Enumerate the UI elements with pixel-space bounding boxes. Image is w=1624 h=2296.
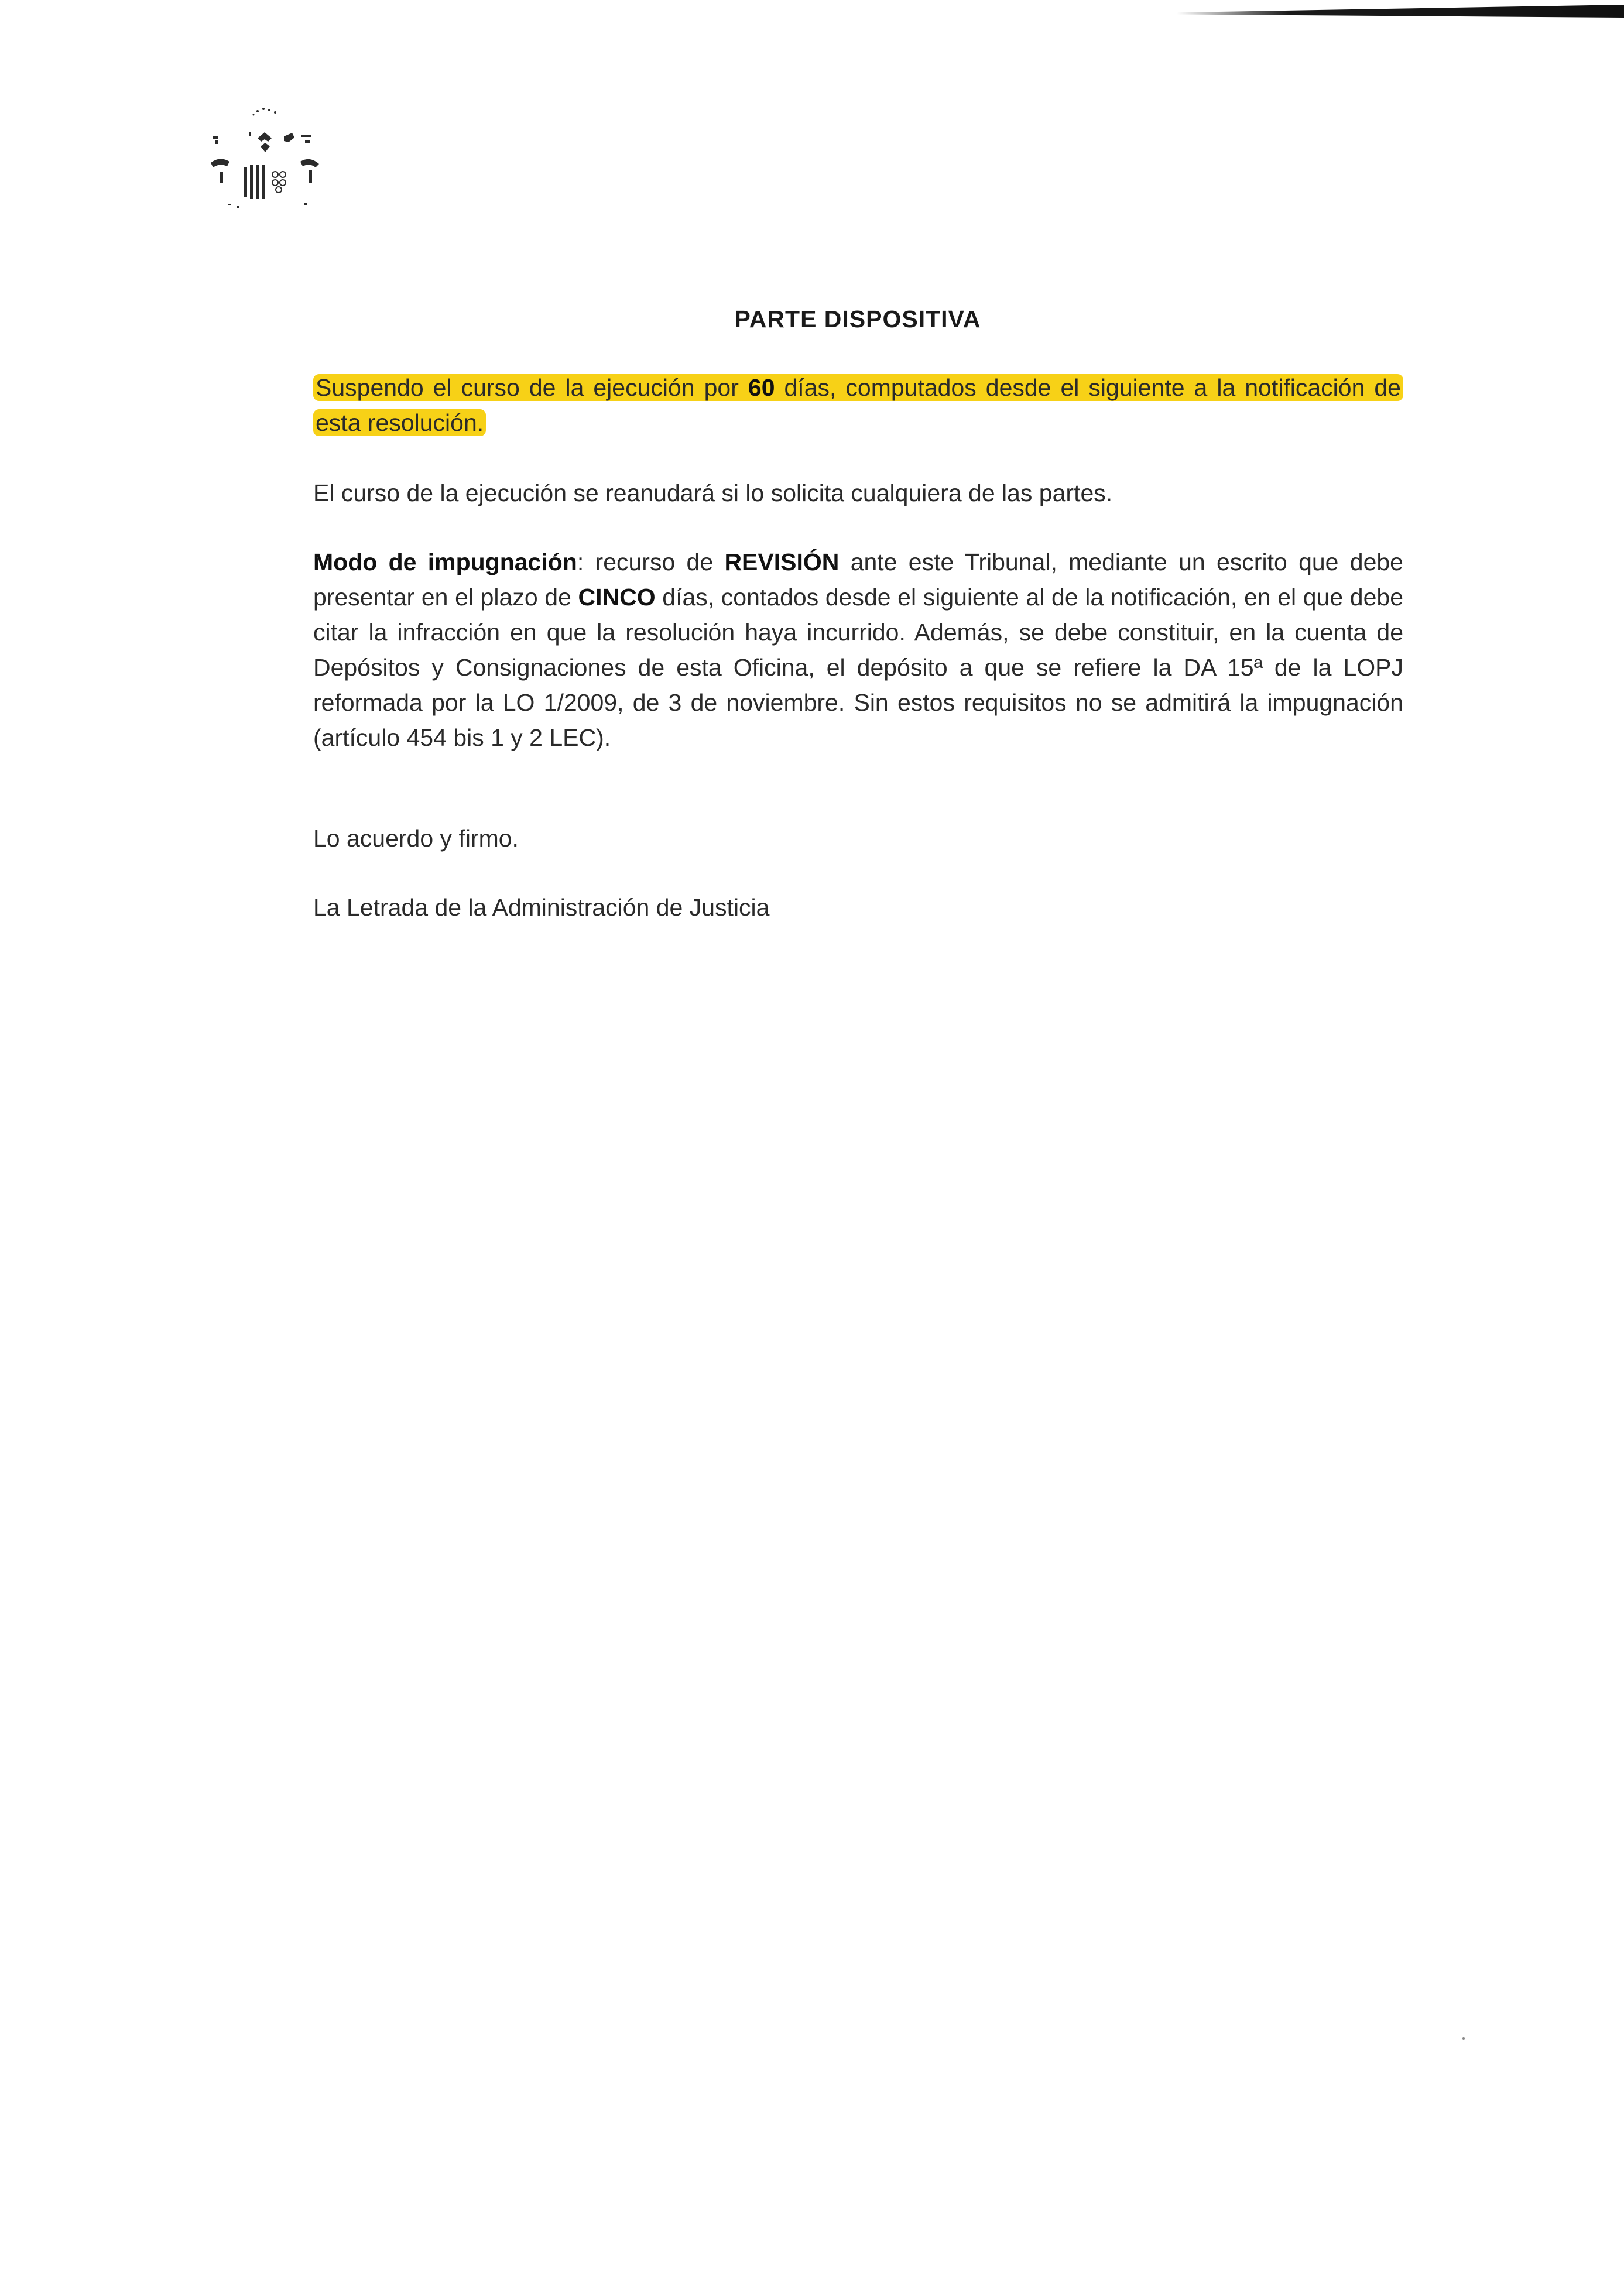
scan-edge-mark: [1177, 5, 1624, 18]
days-count: 60: [748, 374, 775, 401]
page-title: PARTE DISPOSITIVA: [734, 306, 981, 333]
coat-of-arms-icon: [202, 104, 328, 215]
paragraph-resume: El curso de la ejecución se reanudará si lo solicita cualquiera de las partes.: [313, 479, 1113, 506]
text-segment: Suspendo el curso de la ejecución por: [316, 374, 748, 401]
paragraph-suspension: [313, 370, 1403, 440]
text-segment: : recurso de: [577, 549, 725, 575]
text-segment: días, computados desde el siguiente a la notificación de esta resolución.: [316, 374, 1401, 436]
text-segment: ante este Tribunal, mediante un escrito que debe presentar en el plazo de: [313, 549, 1403, 611]
text-segment: días, contados desde el siguiente al de la notificación, en el que debe citar la infracción en que la resolución haya incurrido. Además, se debe constituir, en la cuenta de Depósitos y Consignaciones de esta Oficina, el depósito a que se refiere la DA 15ª de la LOPJ reformada por la LO 1/2009, de 3 de noviembre. Sin estos requisitos no se admitirá la impugnación (artículo 454 bis 1 y 2 LEC).: [313, 584, 1403, 751]
scan-speck: [1462, 2037, 1465, 2040]
highlighted-text: [313, 374, 1403, 436]
appeal-type: REVISIÓN: [724, 549, 840, 575]
signature-line: La Letrada de la Administración de Justicia: [313, 894, 770, 921]
paragraph-agreement: Lo acuerdo y firmo.: [313, 825, 519, 852]
paragraph-appeal: [313, 544, 1403, 755]
appeal-days: CINCO: [578, 584, 656, 611]
appeal-heading: Modo de impugnación: [313, 549, 577, 575]
